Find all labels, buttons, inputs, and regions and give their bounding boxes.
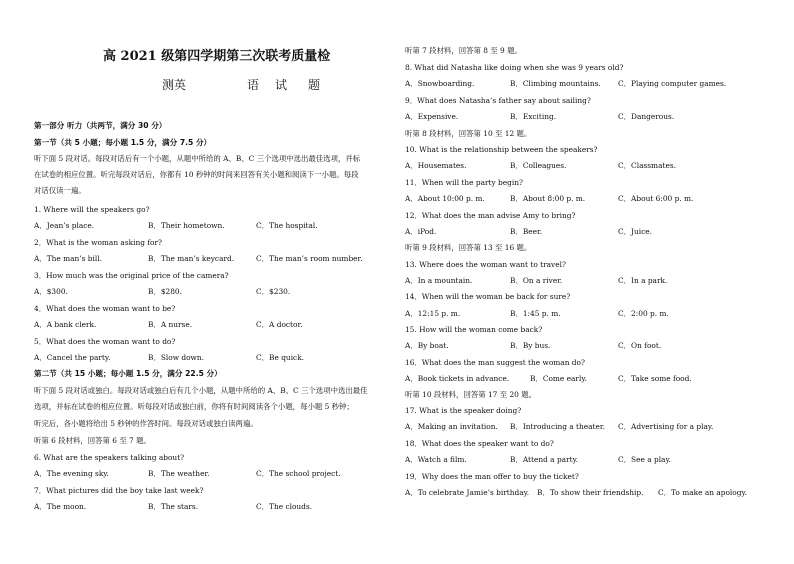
q11-option-b: B．About 8:00 p. m. [510,194,586,203]
q5-option-b: B．Slow down. [148,353,204,362]
q5-option-a: A．Cancel the party. [34,353,111,362]
exam-subtitle-1: 测英 [162,78,187,92]
q15-option-b: B．By bus. [510,341,551,350]
q16-option-b: B．Come early. [530,374,587,383]
exam-subtitle-4: 题 [308,78,321,92]
exam-title: 高 2021 级第四学期第三次联考质量检 [103,49,331,64]
q3-option-c: C．$230. [256,287,291,296]
question-11: 11．When will the party begin? [405,178,523,187]
section-2-instruction-line: 听完后，各小题将给出 5 秒钟的作答时间。每段对话或独白读两遍。 [34,419,258,428]
q15-option-a: A．By boat. [405,341,449,350]
q8-option-b: B．Climbing mountains. [510,79,601,88]
q9-option-c: C．Dangerous. [618,112,675,121]
q3-option-a: A．$300. [34,287,68,296]
section-1-heading: 第一节（共 5 小题；每小题 1.5 分，满分 7.5 分） [34,138,212,147]
q11-option-a: A．About 10:00 p. m. [405,194,485,203]
q17-option-a: A．Making an invitation. [405,422,498,431]
question-16: 16．What does the man suggest the woman do? [405,358,585,367]
q3-option-b: B．$280. [148,287,182,296]
question-17: 17. What is the speaker doing? [405,406,522,415]
q1-option-b: B．Their hometown. [148,221,225,230]
question-7: 7．What pictures did the boy take last week? [34,486,204,495]
q4-option-b: B．A nurse. [148,320,193,329]
question-5: 5．What does the woman want to do? [34,337,176,346]
q2-option-b: B．The man’s keycard. [148,254,235,263]
material-9-heading: 听第 9 段材料，回答第 13 至 16 题。 [405,243,532,252]
question-1: 1. Where will the speakers go? [34,205,150,214]
q6-option-b: B．The weather. [148,469,210,478]
exam-subtitle-2: 语 [247,78,260,92]
q18-option-c: C．See a play. [618,455,672,464]
q10-option-a: A．Housemates. [405,161,467,170]
question-10: 10. What is the relationship between the speakers? [405,145,598,154]
q16-option-c: C．Take some food. [618,374,692,383]
question-14: 14．When will the woman be back for sure? [405,292,571,301]
material-6-heading: 听第 6 段材料，回答第 6 至 7 题。 [34,436,151,445]
question-15: 15. How will the woman come back? [405,325,543,334]
question-18: 18．What does the speaker want to do? [405,439,554,448]
q15-option-c: C．On foot. [618,341,662,350]
section-1-instruction-line: 在试卷的相应位置。听完每段对话后，你都有 10 秒钟的时间来回答有关小题和阅读下一小题。每段 [34,170,359,179]
q18-option-a: A．Watch a film. [405,455,467,464]
q19-option-c: C．To make an apology. [658,488,748,497]
q7-option-c: C．The clouds. [256,502,313,511]
q12-option-a: A．iPod. [405,227,437,236]
question-4: 4．What does the woman want to be? [34,304,176,313]
question-2: 2．What is the woman asking for? [34,238,162,247]
q10-option-c: C．Classmates. [618,161,676,170]
q1-option-c: C．The hospital. [256,221,318,230]
q18-option-b: B．Attend a party. [510,455,579,464]
question-8: 8. What did Natasha like doing when she was 9 years old? [405,63,624,72]
q19-option-b: B．To show their friendship. [537,488,644,497]
q13-option-b: B．On a river. [510,276,563,285]
question-19: 19．Why does the man offer to buy the ticket? [405,472,579,481]
q14-option-a: A．12:15 p. m. [405,309,461,318]
q6-option-a: A．The evening sky. [34,469,109,478]
q13-option-c: C．In a park. [618,276,668,285]
question-13: 13. Where does the woman want to travel? [405,260,566,269]
part-1-heading: 第一部分 听力（共两节，满分 30 分） [34,121,167,130]
q7-option-b: B．The stars. [148,502,199,511]
q12-option-c: C．Juice. [618,227,652,236]
q14-option-c: C．2:00 p. m. [618,309,669,318]
q11-option-c: C．About 6:00 p. m. [618,194,694,203]
q1-option-a: A．Jean’s place. [34,221,95,230]
q13-option-a: A．In a mountain. [405,276,473,285]
q10-option-b: B．Colleagues. [510,161,567,170]
section-2-heading: 第二节（共 15 小题；每小题 1.5 分，满分 22.5 分） [34,369,222,378]
question-12: 12．What does the man advise Amy to bring? [405,211,576,220]
q9-option-b: B．Exciting. [510,112,557,121]
question-9: 9．What does Natasha’s father say about sailing? [405,96,591,105]
question-6: 6. What are the speakers talking about? [34,453,185,462]
q12-option-b: B．Beer. [510,227,543,236]
question-3: 3．How much was the original price of the camera? [34,271,229,280]
q14-option-b: B．1:45 p. m. [510,309,561,318]
q5-option-c: C．Be quick. [256,353,305,362]
q8-option-a: A．Snowboarding. [405,79,475,88]
q2-option-c: C．The man’s room number. [256,254,363,263]
q19-option-a: A．To celebrate Jamie’s birthday. [405,488,530,497]
q4-option-a: A．A bank clerk. [34,320,97,329]
material-7-heading: 听第 7 段材料，回答第 8 至 9 题。 [405,46,522,55]
section-1-instruction-line: 对话仅读一遍。 [34,186,86,195]
material-8-heading: 听第 8 段材料，回答第 10 至 12 题。 [405,129,532,138]
q4-option-c: C．A doctor. [256,320,303,329]
material-10-heading: 听第 10 段材料，回答第 17 至 20 题。 [405,390,536,399]
q17-option-b: B．Introducing a theater. [510,422,605,431]
q7-option-a: A．The moon. [34,502,87,511]
section-2-instruction-line: 选项，并标在试卷的相应位置。听每段对话或独白前，你将有时间阅读各个小题，每小题 5 秒钟； [34,402,354,411]
q2-option-a: A．The man’s bill. [34,254,102,263]
section-2-instruction-line: 听下面 5 段对话或独白。每段对话或独白后有几个小题，从题中所给的 A、B、C 三个选项中选出最佳 [34,386,368,395]
q9-option-a: A．Expensive. [405,112,459,121]
q17-option-c: C．Advertising for a play. [618,422,714,431]
section-1-instruction-line: 听下面 5 段对话。每段对话后有一个小题，从题中所给的 A、B、C 三个选项中选出最佳选项，并标 [34,154,361,163]
q16-option-a: A．Book tickets in advance. [405,374,510,383]
q6-option-c: C．The school project. [256,469,341,478]
exam-subtitle-3: 试 [275,78,288,92]
q8-option-c: C．Playing computer games. [618,79,727,88]
